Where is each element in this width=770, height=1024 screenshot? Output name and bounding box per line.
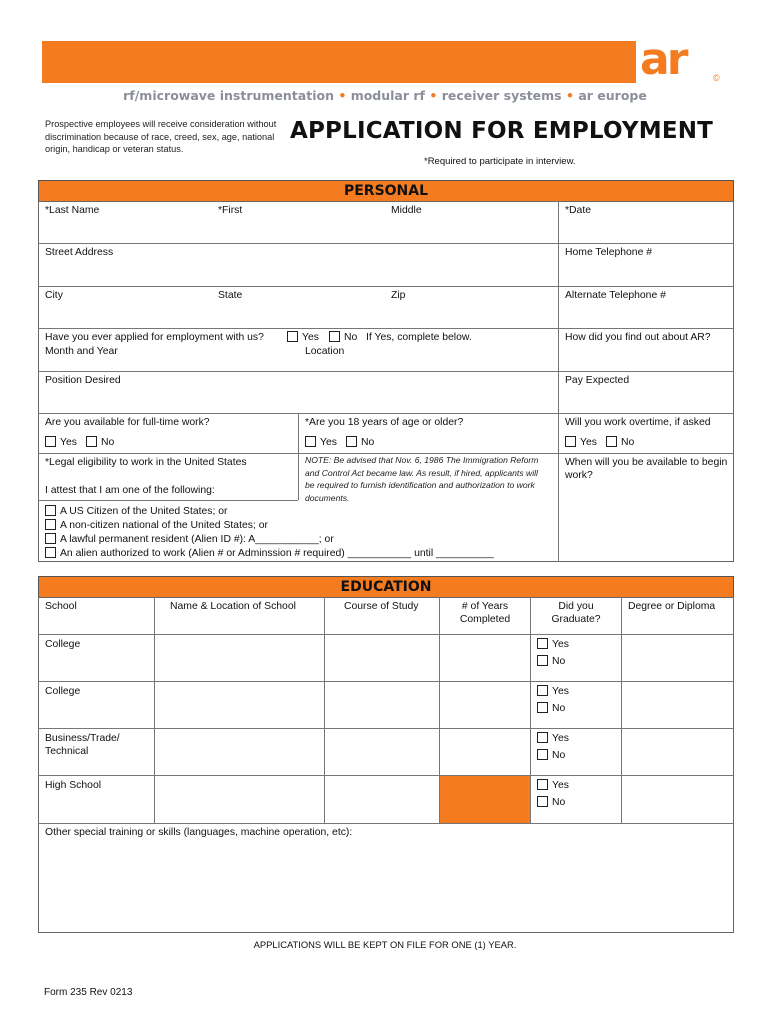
- checkbox-box[interactable]: [45, 436, 56, 447]
- column-divider: [558, 201, 559, 562]
- tagline-dot: •: [429, 88, 438, 103]
- alternate-telephone-label: Alternate Telephone #: [565, 290, 666, 301]
- checkbox-box[interactable]: [45, 519, 56, 530]
- checkbox-box[interactable]: [537, 779, 548, 790]
- required-note: *Required to participate in interview.: [424, 156, 576, 167]
- if-yes-label: If Yes, complete below.: [366, 332, 472, 343]
- tagline-dot: •: [565, 88, 574, 103]
- other-training-label: Other special training or skills (languages, machine operation, etc):: [45, 827, 353, 838]
- divider: [38, 728, 734, 729]
- checkbox-box[interactable]: [287, 331, 298, 342]
- checkbox-box[interactable]: [565, 436, 576, 447]
- checkbox-box[interactable]: [537, 749, 548, 760]
- divider: [38, 286, 734, 287]
- checkbox-box[interactable]: [346, 436, 357, 447]
- us-citizen-checkbox[interactable]: A US Citizen of the United States; or: [45, 505, 228, 518]
- kept-on-file-note: APPLICATIONS WILL BE KEPT ON FILE FOR ONE (1) YEAR.: [253, 939, 517, 950]
- applied-yes-checkbox[interactable]: Yes: [287, 331, 319, 344]
- non-citizen-national-checkbox[interactable]: A non-citizen national of the United States; or: [45, 519, 268, 532]
- checkbox-box[interactable]: [45, 533, 56, 544]
- column-header-course: Course of Study: [344, 601, 419, 612]
- legal-eligibility-label: *Legal eligibility to work in the United States: [45, 457, 247, 468]
- last-name-label: *Last Name: [45, 205, 100, 216]
- permanent-resident-checkbox[interactable]: A lawful permanent resident (Alien ID #): A___________; or: [45, 533, 334, 546]
- tagline-item: ar europe: [578, 88, 647, 103]
- middle-name-label: Middle: [391, 205, 422, 216]
- column-header-school: School: [45, 601, 77, 612]
- divider: [38, 823, 734, 824]
- tagline-item: receiver systems: [441, 88, 562, 103]
- graduate-yes-checkbox[interactable]: Yes: [537, 732, 569, 745]
- overtime-yes-checkbox[interactable]: Yes: [565, 436, 597, 449]
- age-18-label: *Are you 18 years of age or older?: [305, 417, 464, 428]
- tagline-dot: •: [338, 88, 347, 103]
- divider: [38, 681, 734, 682]
- graduate-yes-checkbox[interactable]: Yes: [537, 685, 569, 698]
- checkbox-box[interactable]: [537, 685, 548, 696]
- form-number: Form 235 Rev 0213: [44, 987, 133, 998]
- home-telephone-label: Home Telephone #: [565, 247, 653, 258]
- graduate-no-checkbox[interactable]: No: [537, 796, 565, 809]
- position-desired-label: Position Desired: [45, 375, 121, 386]
- personal-heading: PERSONAL: [38, 180, 734, 202]
- checkbox-box[interactable]: [86, 436, 97, 447]
- checkbox-box[interactable]: [537, 655, 548, 666]
- pay-expected-label: Pay Expected: [565, 375, 630, 386]
- column-header-years: # of Years Completed: [459, 601, 511, 625]
- education-heading: EDUCATION: [38, 576, 734, 598]
- education-section: [38, 597, 734, 933]
- column-divider: [324, 597, 325, 823]
- applied-before-label: Have you ever applied for employment with us?: [45, 332, 264, 343]
- graduate-no-checkbox[interactable]: No: [537, 702, 565, 715]
- checkbox-box[interactable]: [45, 547, 56, 558]
- checkbox-box[interactable]: [537, 796, 548, 807]
- full-time-label: Are you available for full-time work?: [45, 417, 210, 428]
- graduate-yes-checkbox[interactable]: Yes: [537, 779, 569, 792]
- header-banner: [42, 41, 726, 83]
- tagline-item: rf/microwave instrumentation: [123, 88, 334, 103]
- column-divider: [621, 597, 622, 823]
- graduate-no-checkbox[interactable]: No: [537, 749, 565, 762]
- full-time-no-checkbox[interactable]: No: [86, 436, 114, 449]
- street-address-label: Street Address: [45, 247, 114, 258]
- company-logo: ar: [640, 34, 686, 85]
- checkbox-box[interactable]: [606, 436, 617, 447]
- first-name-label: *First: [218, 205, 243, 216]
- checkbox-box[interactable]: [537, 638, 548, 649]
- month-year-label: Month and Year: [45, 346, 118, 357]
- tagline-item: modular rf: [350, 88, 425, 103]
- column-divider: [298, 413, 299, 500]
- copyright-mark: ©: [713, 73, 720, 83]
- state-label: State: [218, 290, 243, 301]
- column-divider: [530, 597, 531, 823]
- overtime-no-checkbox[interactable]: No: [606, 436, 634, 449]
- checkbox-box[interactable]: [305, 436, 316, 447]
- graduate-no-checkbox[interactable]: No: [537, 655, 565, 668]
- checkbox-box[interactable]: [537, 702, 548, 713]
- graduate-yes-checkbox[interactable]: Yes: [537, 638, 569, 651]
- tagline: [0, 88, 770, 103]
- divider: [38, 500, 298, 501]
- divider: [38, 413, 734, 414]
- location-label: Location: [305, 346, 345, 357]
- checkbox-box[interactable]: [329, 331, 340, 342]
- find-out-label: How did you find out about AR?: [565, 332, 711, 343]
- highlighted-cell: [440, 776, 530, 823]
- age-no-checkbox[interactable]: No: [346, 436, 374, 449]
- divider: [38, 243, 734, 244]
- available-when-label: When will you be available to begin work?: [565, 457, 728, 481]
- divider: [38, 634, 734, 635]
- age-yes-checkbox[interactable]: Yes: [305, 436, 337, 449]
- column-header-name-location: Name & Location of School: [170, 601, 296, 612]
- divider: [38, 328, 734, 329]
- attest-label: I attest that I am one of the following:: [45, 485, 215, 496]
- school-row-label: College: [45, 686, 81, 697]
- applied-no-checkbox[interactable]: No: [329, 331, 357, 344]
- irca-note: NOTE: Be advised that Nov. 6, 1986 The Immigration Reform and Control Act became law. As result, if hired, applicants will be required to furnish identification and authorization to work documents.: [305, 455, 539, 503]
- zip-label: Zip: [391, 290, 406, 301]
- divider: [38, 775, 734, 776]
- page-title: APPLICATION FOR EMPLOYMENT: [290, 118, 714, 144]
- disclaimer: Prospective employees will receive consideration without discrimination because of race, creed, sex, age, national origin, handicap or veteran status.: [45, 119, 277, 155]
- column-divider: [154, 597, 155, 823]
- school-row-label: College: [45, 639, 81, 650]
- overtime-label: Will you work overtime, if asked: [565, 417, 711, 428]
- checkbox-box[interactable]: [537, 732, 548, 743]
- full-time-yes-checkbox[interactable]: Yes: [45, 436, 77, 449]
- alien-authorized-checkbox[interactable]: An alien authorized to work (Alien # or Adminssion # required) ___________ until __________: [45, 547, 494, 560]
- checkbox-box[interactable]: [45, 505, 56, 516]
- school-row-label: Business/Trade/ Technical: [45, 733, 120, 757]
- school-row-label: High School: [45, 780, 102, 791]
- column-header-graduate: Did you Graduate?: [551, 601, 601, 625]
- divider: [38, 371, 734, 372]
- date-label: *Date: [565, 205, 591, 216]
- city-label: City: [45, 290, 63, 301]
- column-header-degree: Degree or Diploma: [628, 601, 716, 612]
